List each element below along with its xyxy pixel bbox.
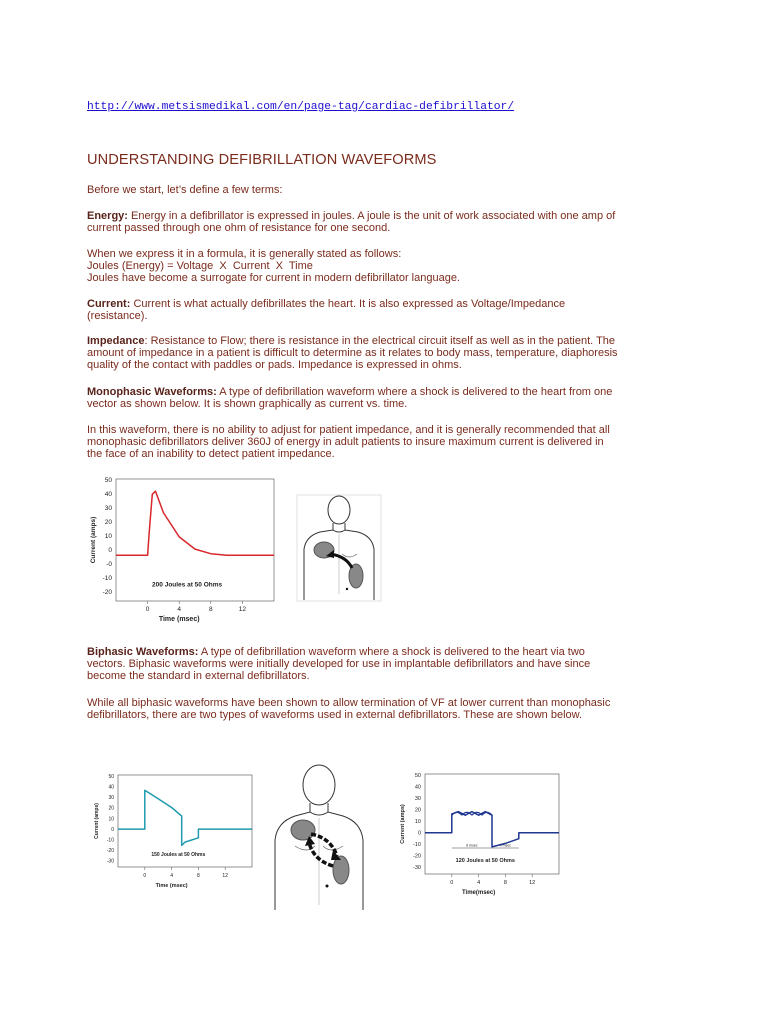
biphasic-text-1: A type of defibrillation waveform where a shock is delivered to the heart via two <box>198 646 585 658</box>
biphasic-truncated-chart-svg <box>90 766 255 889</box>
chart-annotation: 200 Joules at 50 Ohms <box>152 581 223 589</box>
y-tick-label: 20 <box>414 807 421 814</box>
y-axis-label: Current (amps) <box>94 803 100 839</box>
y-axis-label: Current (amps) <box>400 804 406 844</box>
page-title: UNDERSTANDING DEFIBRILLATION WAVEFORMS <box>87 152 437 168</box>
intro-paragraph <box>87 184 687 196</box>
segment-label: 6 msec <box>466 843 478 848</box>
monophasic-text-1: A type of defibrillation waveform where a shock is delivered to the heart from one <box>216 386 613 398</box>
biphasic-detail-paragraph <box>87 697 687 721</box>
torso-bidirectional-vector-illustration <box>269 760 369 910</box>
monophasic-chart-svg <box>86 472 276 634</box>
x-tick-label: 0 <box>143 873 147 879</box>
x-tick-label: 8 <box>208 606 213 613</box>
y-tick-label: 20 <box>108 805 114 812</box>
y-tick-label: 10 <box>414 818 421 825</box>
biphasic-detail-text-2: defibrillators, there are two types of waveforms used in external defibrillators. These are shown below. <box>87 709 583 721</box>
impedance-text-3: quality of the contact with paddles or pads. Impedance is expressed in ohms. <box>87 359 462 371</box>
impedance-text-2: amount of impedance in a patient is difficult to determine as it relates to body mass, temperature, diaphoresis <box>87 347 618 359</box>
formula-text-2: Joules (Energy) = Voltage X Current X Time <box>87 260 313 272</box>
y-tick-label: 50 <box>414 773 421 779</box>
chart-annotation: 150 Joules at 50 Ohms <box>151 851 206 858</box>
y-tick-label: 30 <box>104 505 112 513</box>
biphasic-detail-text-1: While all biphasic waveforms have been shown to allow termination of VF at lower current than monophasic <box>87 697 611 709</box>
x-axis-label: Time (msec) <box>155 883 188 889</box>
x-tick-label: 4 <box>177 606 182 613</box>
torso-single-vector-illustration <box>296 494 382 602</box>
monophasic-detail-paragraph <box>87 424 687 460</box>
y-tick-label: 40 <box>414 784 421 791</box>
monophasic-chart <box>86 472 276 634</box>
y-tick-label: 50 <box>104 477 112 484</box>
y-tick-label: -10 <box>413 841 421 848</box>
monophasic-label: Monophasic Waveforms: <box>87 386 217 398</box>
y-tick-label: -20 <box>106 848 114 855</box>
y-tick-label: -30 <box>106 858 114 865</box>
y-tick-label: 10 <box>104 533 112 541</box>
monophasic-text-2: vector as shown below. It is shown graphically as current vs. time. <box>87 398 408 410</box>
monophasic-detail-text-2: monophasic defibrillators deliver 360J of energy in adult patients to insure maximum current is delivered in <box>87 436 604 448</box>
torso-diagram-monophasic <box>296 494 382 602</box>
energy-label: Energy: <box>87 210 128 222</box>
monophasic-detail-text-3: the face of an inability to detect patient impedance. <box>87 448 335 460</box>
y-tick-label: 50 <box>108 774 114 780</box>
y-tick-label: 20 <box>104 519 112 527</box>
x-tick-label: 4 <box>170 873 173 879</box>
biphasic-rectilinear-chart-svg <box>395 766 563 902</box>
x-tick-label: 0 <box>145 606 150 613</box>
energy-text-2: current passed through one ohm of resistance for one second. <box>87 222 391 234</box>
y-tick-label: 0 <box>111 826 114 833</box>
y-tick-label: 10 <box>108 816 114 823</box>
formula-text-3: Joules have become a surrogate for current in modern defibrillator language. <box>87 272 460 284</box>
y-tick-label: 0 <box>108 547 112 555</box>
current-label: Current: <box>87 298 131 310</box>
biphasic-truncated-chart <box>90 766 255 889</box>
x-tick-label: 8 <box>503 880 507 886</box>
biphasic-rectilinear-chart <box>395 766 563 902</box>
source-url-link[interactable]: http://www.metsismedikal.com/en/page-tag/cardiac-defibrillator/ <box>87 101 515 113</box>
y-tick-label: -30 <box>413 864 421 871</box>
current-paragraph <box>87 298 687 322</box>
x-tick-label: 12 <box>238 606 247 613</box>
y-tick-label: 30 <box>414 795 421 802</box>
y-tick-label: -10 <box>106 837 114 844</box>
x-tick-label: 4 <box>477 880 481 886</box>
y-tick-label: -20 <box>102 589 112 597</box>
energy-paragraph <box>87 210 687 234</box>
y-axis-label: Current (amps) <box>90 516 97 564</box>
monophasic-paragraph <box>87 386 687 410</box>
biphasic-text-3: become the standard in external defibrillators. <box>87 670 310 682</box>
x-tick-label: 12 <box>222 873 228 879</box>
biphasic-text-2: vectors. Biphasic waveforms were initially developed for use in implantable defibrillators and have since <box>87 658 591 670</box>
formula-text-1: When we express it in a formula, it is generally stated as follows: <box>87 248 402 260</box>
biphasic-paragraph <box>87 646 687 682</box>
x-axis-label: Time (msec) <box>158 616 200 623</box>
torso-diagram-biphasic <box>269 760 369 910</box>
y-tick-label: 30 <box>108 795 114 802</box>
y-tick-label: 40 <box>104 491 112 499</box>
x-axis-label: Time(msec) <box>461 890 496 896</box>
intro-text: Before we start, let’s define a few terms: <box>87 184 283 196</box>
x-tick-label: 0 <box>450 880 454 886</box>
chart-annotation: 120 Joules at 50 Ohms <box>455 858 515 864</box>
y-tick-label: 0 <box>417 830 421 837</box>
impedance-text-1: : Resistance to Flow; there is resistance in the electrical circuit itself as well as in the patient. The <box>144 335 616 347</box>
impedance-label: Impedance <box>87 335 145 347</box>
y-tick-label: -10 <box>102 575 112 583</box>
x-tick-label: 12 <box>529 880 536 886</box>
impedance-paragraph <box>87 335 687 371</box>
y-tick-label: -20 <box>413 853 421 860</box>
y-tick-label: 40 <box>108 784 114 791</box>
biphasic-label: Biphasic Waveforms: <box>87 646 199 658</box>
current-text-2: (resistance). <box>87 310 148 322</box>
energy-text-1: Energy in a defibrillator is expressed in joules. A joule is the unit of work associated with one amp of <box>127 210 616 222</box>
segment-label: 4 msec <box>499 843 512 848</box>
current-text-1: Current is what actually defibrillates the heart. It is also expressed as Voltage/Impedance <box>130 298 566 310</box>
x-tick-label: 8 <box>197 873 200 879</box>
y-tick-label: -0 <box>106 561 112 569</box>
formula-paragraph <box>87 248 687 284</box>
monophasic-detail-text-1: In this waveform, there is no ability to adjust for patient impedance, and it is generally recommended that all <box>87 424 610 436</box>
